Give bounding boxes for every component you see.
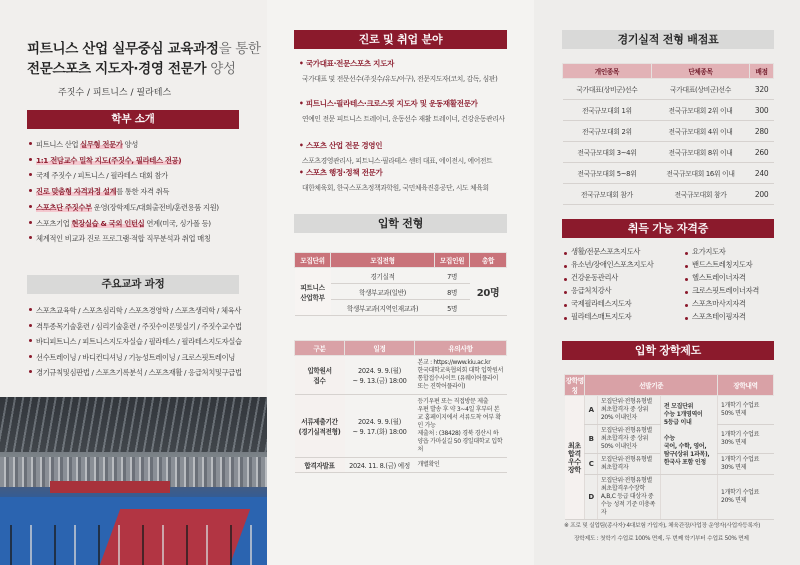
- career-field-desc: 국가대표 및 전문선수(주짓수/유도/아구), 전문지도자(코치, 감독, 심판): [302, 75, 498, 83]
- scholar-condition: 모집단위·전형유형별 최초합격자 중 상위50% 이내인자: [597, 425, 660, 454]
- career-field-desc: 대한체육회, 한국스포츠정책과학원, 국민체육진흥공단, 시도 체육회: [302, 184, 489, 192]
- schedule-note: 한국대학교육협의회 대학 입학원서 통합접수사이트 (유웨이어플라이또는 진학어플라이): [417, 367, 504, 390]
- admission-table: [294, 252, 507, 316]
- schedule-row: [295, 395, 507, 458]
- score-table: [562, 63, 774, 205]
- career-field-title: • 스포츠 산업 전문 경영인: [299, 140, 382, 151]
- schedule-note: 우편 발송 후 약 3~4일 후부터 본교 홈페이지에서 서류도착 여부 확인 가능: [417, 406, 501, 429]
- career-field-desc: 스포츠경영관리사, 피트니스·필라테스 센터 대표, 에이전시, 에어전트: [302, 157, 493, 165]
- intro-subtitle: 주짓수 / 피트니스 / 필라테스: [58, 88, 172, 98]
- score-points: 200: [750, 184, 774, 205]
- score-team: 전국규모대회 2위 이내: [651, 100, 749, 121]
- cert-item: 헬스트레이너자격: [685, 273, 759, 286]
- scholar-benefit: 1개학기 수업료 30% 면제: [718, 454, 774, 475]
- cert-item: 요가지도자: [685, 247, 759, 260]
- cert-item: 유소년/장애인스포츠지도사: [564, 260, 654, 273]
- schedule-date: 2024. 9. 9.(월) ~ 9. 13.(금) 18:00: [345, 356, 415, 395]
- sch-col-benefit: 장학내역: [718, 375, 774, 396]
- score-team: 국가대표(상비군)선수: [651, 79, 749, 100]
- scholar-heading: 입학 장학제도: [562, 341, 774, 360]
- scholar-requirement: 전 모집단위 수능 1개영역이 5등급 이내 수능 국어, 수학, 영어, 탐구(상위 1과목), 한국사 포함 인정: [660, 396, 717, 475]
- scholar-row: [565, 475, 774, 520]
- certs-heading: 취득 가능 자격증: [562, 219, 774, 238]
- career-field-title: • 스포츠 행정·정책 전문가: [299, 167, 382, 178]
- scholar-group: 최초 합격 우수 장학: [565, 396, 585, 520]
- schedule-note: 제출처 : (38428) 경북 경산시 하양읍 가마실길 50 경일대학교 입학처: [417, 430, 503, 453]
- cert-item: 건강운동관리사: [564, 273, 654, 286]
- adm-col-count: 모집인원: [435, 253, 470, 268]
- sch-col-criteria: 선발기준: [585, 375, 718, 396]
- cert-item: 스포츠마사지자격: [685, 299, 759, 312]
- scholar-level: B: [585, 425, 598, 454]
- dept-item: 1:1 전담교수 밀착 지도(주짓수, 필라테스 전공): [29, 153, 219, 169]
- courses-list: [29, 303, 242, 381]
- scholar-table: [564, 374, 774, 520]
- career-field-title: • 피트니스·필라테스·크로스핏 지도자 및 운동재활전문가: [299, 98, 478, 109]
- admission-heading: 입학 전형: [294, 214, 507, 233]
- scholar-level: C: [585, 454, 598, 475]
- score-team: 전국규모대회 8위 이내: [651, 142, 749, 163]
- adm-col-type: 모집전형: [331, 253, 435, 268]
- intro-title: 피트니스 산업 실무중심 교육과정을 통한 전문스포츠 지도자·경영 전문가 양성: [27, 41, 261, 77]
- scholar-requirement-empty: [660, 475, 717, 520]
- adm-col-total: 총합: [470, 253, 507, 268]
- adm-type: 학생부교과(일반): [331, 284, 435, 300]
- score-ind: 전국규모대회 5~8위: [563, 163, 652, 184]
- score-team: 전국규모대회 16위 이내: [651, 163, 749, 184]
- dept-item: 진로 맞춤형 자격과정 설계를 통한 자격 취득: [29, 184, 219, 200]
- schedule-note: 등기우편 또는 직접방문 제출: [417, 398, 489, 405]
- score-col-pt: 배점: [750, 64, 774, 79]
- cert-item: 밴드스트레칭지도자: [685, 260, 759, 273]
- course-item: 스포츠교육학 / 스포츠심리학 / 스포츠경영학 / 스포츠생리학 / 체육사: [29, 303, 242, 319]
- cert-item: 생활/전문스포츠지도사: [564, 247, 654, 260]
- dept-item: 국제 주짓수 / 피트니스 / 필라테스 대회 참가: [29, 168, 219, 184]
- dept-item: 체계적인 비교과 진로 프로그램·적합 직무분석과 취업 매칭: [29, 231, 219, 247]
- adm-count: 8명: [435, 284, 470, 300]
- career-field-desc: 연예인 전문 피트니스 트레이너, 운동선수 재활 트레이너, 건강운동관리사: [302, 115, 505, 123]
- adm-type: 학생부교과(지역인재교과): [331, 300, 435, 316]
- score-points: 300: [750, 100, 774, 121]
- adm-count: 7명: [435, 268, 470, 284]
- schedule-date: 2024. 11. 8.(금) 예정: [345, 458, 415, 473]
- scholar-row: [565, 396, 774, 425]
- dept-heading: 학부 소개: [27, 110, 239, 129]
- scholar-condition: 모집단위·전형유형별 최초합격우수장학 A,B,C 등급 대상자 중 수능 성적 기준 미충족자: [597, 475, 660, 520]
- cert-item: 스포츠테이핑자격: [685, 312, 759, 325]
- dept-item: 피트니스 산업 실무형 전문가 양성: [29, 137, 219, 153]
- score-ind: 전국규모대회 참가: [563, 184, 652, 205]
- panel-career: [267, 0, 534, 565]
- score-col-ind: 개인종목: [563, 64, 652, 79]
- scholar-condition: 모집단위·전형유형별 최초합격자 중 상위20% 이내인자: [597, 396, 660, 425]
- adm-unit: 피트니스 산업학부: [295, 268, 331, 316]
- score-row: [563, 142, 774, 163]
- schedule-date: 2024. 9. 9.(월) ~ 9. 17.(화) 18:00: [345, 395, 415, 458]
- arena-photo: [0, 397, 267, 565]
- schedule-label: 입학원서 접수: [295, 356, 345, 395]
- course-item: 바디피트니스 / 피트니스지도자실습 / 필라테스 / 필라테스지도자실습: [29, 334, 242, 350]
- courses-heading: 주요교과 과정: [27, 275, 239, 294]
- career-field-title: • 국가대표·전문스포츠 지도자: [299, 58, 394, 69]
- score-points: 320: [750, 79, 774, 100]
- score-col-team: 단체종목: [651, 64, 749, 79]
- sch-col-name: 장학명칭: [565, 375, 585, 396]
- schedule-notes: [415, 395, 507, 458]
- scholar-benefit: 1개학기 수업료 30% 면제: [718, 425, 774, 454]
- panel-info: [534, 0, 800, 565]
- score-ind: 전국규모대회 1위: [563, 100, 652, 121]
- scholar-level: D: [585, 475, 598, 520]
- adm-total: 20명: [470, 268, 507, 316]
- adm-col-unit: 모집단위: [295, 253, 331, 268]
- cert-item: 크로스핏트레이너자격: [685, 286, 759, 299]
- score-team: 전국규모대회 참가: [651, 184, 749, 205]
- score-points: 280: [750, 121, 774, 142]
- score-row: [563, 184, 774, 205]
- score-ind: 전국규모대회 2위: [563, 121, 652, 142]
- career-heading: 진로 및 취업 분야: [294, 30, 507, 49]
- schedule-table: [294, 340, 507, 473]
- adm-type: 경기실적: [331, 268, 435, 284]
- score-row: [563, 163, 774, 184]
- sched-col-note: 유의사항: [415, 341, 507, 356]
- panel-intro: [0, 0, 267, 565]
- score-team: 전국규모대회 4위 이내: [651, 121, 749, 142]
- score-points: 240: [750, 163, 774, 184]
- scholar-condition: 모집단위·전형유형별 최초합격자: [597, 454, 660, 475]
- certs-grid: [564, 247, 774, 329]
- score-ind: 국가대표(상비군)선수: [563, 79, 652, 100]
- scholar-footnote-2: 장학제도 : 첫학기 수업료 100% 면제, 두 번째 학기부터 수업료 50% 면제: [574, 536, 749, 542]
- cert-item: 국제필라테스지도자: [564, 299, 654, 312]
- schedule-notes: [415, 458, 507, 473]
- score-ind: 전국규모대회 3~4위: [563, 142, 652, 163]
- adm-count: 5명: [435, 300, 470, 316]
- course-item: 경기규칙및심판법 / 스포츠기록분석 / 스포츠재활 / 응급처치및구급법: [29, 365, 242, 381]
- dept-item: 스포츠단 주짓수부 운영(장학제도/대회출전비/훈련용품 지원): [29, 200, 219, 216]
- schedule-note: 개별확인: [417, 461, 440, 468]
- schedule-row: [295, 458, 507, 473]
- course-item: 격투종목기술훈련 / 심리기술훈련 / 주짓수이론및실기 / 주짓수교수법: [29, 319, 242, 335]
- scholar-footnote-1: ※ 프로 및 실업팀(종사자)·4대보험 가입자), 체육관장/사업장 운영자(사업자등록자): [564, 523, 761, 529]
- score-row: [563, 121, 774, 142]
- dept-item: 스포츠기업 현장실습 & 국외 인턴십 연계(미국, 싱가폴 등): [29, 216, 219, 232]
- cert-item: 필라테스매트지도자: [564, 312, 654, 325]
- sched-col-date: 일정: [345, 341, 415, 356]
- schedule-row: [295, 356, 507, 395]
- schedule-note: 본교 : https://www.kiu.ac.kr: [417, 359, 491, 366]
- sched-col-label: 구분: [295, 341, 345, 356]
- schedule-label: 서류제출기간 (경기실적전형): [295, 395, 345, 458]
- course-item: 선수트레이닝 / 바디컨디셔닝 / 기능성트레이닝 / 크로스핏트레이닝: [29, 350, 242, 366]
- scholar-benefit: 1개학기 수업료 20% 면제: [718, 475, 774, 520]
- dept-list: [29, 137, 219, 247]
- score-row: [563, 79, 774, 100]
- scholar-benefit: 1개학기 수업료 50% 면제: [718, 396, 774, 425]
- score-heading: 경기실적 전형 배점표: [562, 30, 774, 49]
- schedule-label: 합격자발표: [295, 458, 345, 473]
- score-points: 260: [750, 142, 774, 163]
- schedule-notes: [415, 356, 507, 395]
- cert-item: 응급처치강사: [564, 286, 654, 299]
- scholar-level: A: [585, 396, 598, 425]
- score-row: [563, 100, 774, 121]
